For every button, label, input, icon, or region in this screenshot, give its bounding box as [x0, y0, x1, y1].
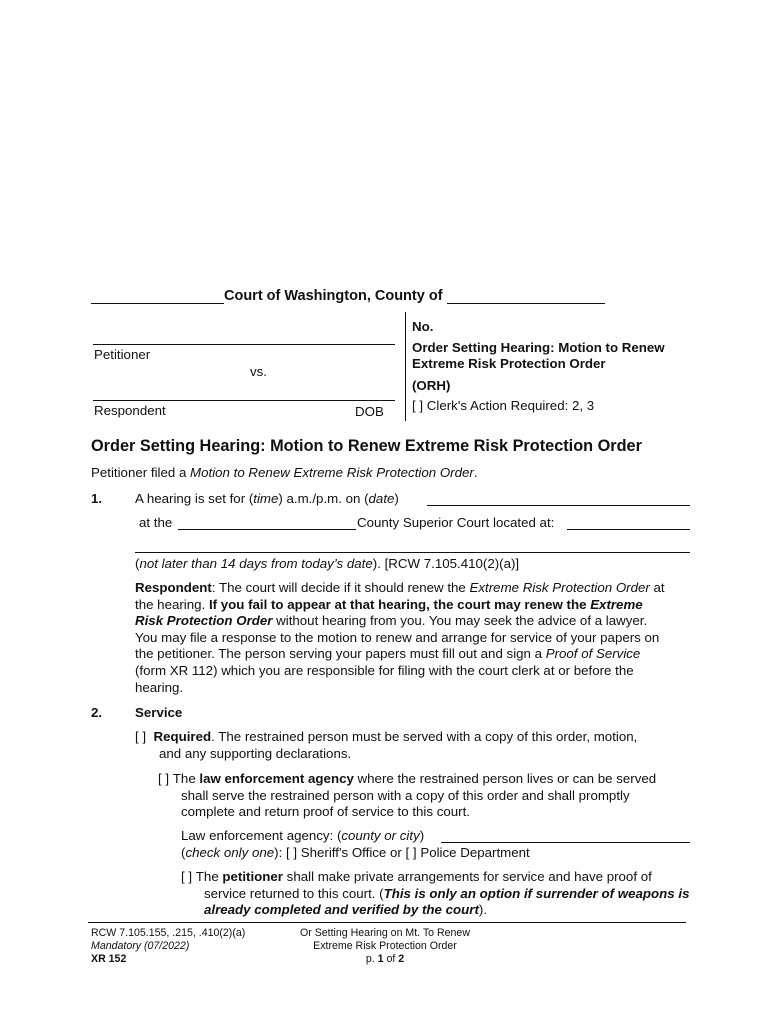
hearing-location-row	[139, 515, 172, 532]
county-blank[interactable]	[447, 289, 605, 304]
court-address-blank-2[interactable]	[135, 552, 690, 553]
date-limit-open: (	[135, 556, 140, 571]
service-required-text: . The restrained person must be served with a copy of this order, motion,	[211, 729, 638, 744]
notice-5a: the petitioner. The person serving your papers must fill out and sign a	[135, 646, 546, 662]
at-the-label: at the	[139, 515, 173, 530]
le-text-a: The	[172, 771, 200, 786]
check-text-c: ):	[274, 845, 286, 860]
section-1-number: 1.	[91, 491, 103, 506]
footer-form-number: XR 152	[91, 953, 127, 965]
vs-label: vs.	[250, 364, 267, 379]
notice-3a: Risk Protection Order	[135, 613, 273, 629]
respondent-notice	[135, 580, 665, 696]
clerk-action-text: Clerk's Action Required: 2, 3	[426, 398, 595, 413]
footer-page-num: 1	[377, 953, 384, 965]
sheriff-label: Sheriff's Office or	[297, 845, 406, 860]
intro-lead: Petitioner filed a	[91, 465, 191, 480]
pet-text-f: already completed and verified by the court	[204, 902, 479, 918]
agency-hint: county or city	[341, 828, 420, 843]
le-text-c: where the restrained person lives or can be served	[353, 771, 657, 786]
hearing-text-b: ) a.m./p.m. on (	[278, 491, 369, 506]
footer-center	[270, 927, 500, 966]
notice-2b: If you fail to appear at that hearing, the court may renew the	[208, 596, 591, 612]
petitioner-service-line-1	[181, 869, 689, 886]
hearing-date-hint: date	[368, 491, 395, 506]
petitioner-service-item	[181, 869, 689, 919]
pet-text-e: This is only an option if surrender of weapons is	[383, 885, 690, 901]
notice-2c: Extreme	[590, 596, 643, 612]
date-limit-note	[135, 556, 519, 573]
hearing-date-blank[interactable]	[427, 505, 690, 506]
footer-page-b: of	[383, 953, 399, 965]
footer-rule	[88, 922, 686, 923]
agency-text-a: Law enforcement agency: (	[181, 828, 342, 843]
clerk-action-checkbox[interactable]: [ ]	[412, 398, 424, 413]
date-limit-rcw: ). [RCW 7.105.410(2)(a)]	[372, 556, 520, 571]
case-number-label	[412, 319, 433, 336]
service-required-label: Required	[153, 729, 212, 744]
footer-rcw: RCW 7.105.155, .215, .410(2)(a)	[91, 927, 246, 939]
county-court-label: County Superior Court located at:	[357, 515, 555, 530]
service-required-checkbox[interactable]: [ ]	[135, 729, 147, 744]
pet-text-g: ).	[478, 902, 488, 918]
agency-row	[181, 828, 424, 845]
hearing-date-row	[135, 491, 399, 508]
section-2-title: Service	[135, 705, 183, 720]
pet-text-b: petitioner	[222, 869, 283, 884]
footer-page	[270, 953, 500, 966]
petitioner-label: Petitioner	[94, 347, 151, 362]
police-checkbox[interactable]: [ ]	[405, 845, 417, 860]
case-number-text: No.	[412, 319, 434, 334]
date-limit-text: not later than 14 days from today’s date	[139, 556, 373, 571]
petitioner-service-line-2	[181, 886, 689, 903]
check-text-a: (	[181, 845, 186, 860]
intro-motion-name: Motion to Renew Extreme Risk Protection Order	[190, 465, 474, 480]
law-enforcement-checkbox[interactable]: [ ]	[158, 771, 170, 786]
intro-end: .	[473, 465, 478, 480]
notice-line-4: You may file a response to the motion to renew and arrange for service of your papers on	[135, 629, 660, 645]
notice-line-1	[135, 580, 665, 597]
law-enforcement-item	[158, 771, 656, 821]
service-required-item	[135, 729, 637, 762]
agency-text-c: )	[419, 828, 425, 843]
dob-label: DOB	[355, 404, 384, 419]
notice-5b: Proof of Service	[545, 646, 641, 662]
respondent-label: Respondent	[94, 403, 166, 418]
notice-respondent: Respondent	[135, 580, 212, 595]
law-enforcement-line-1	[158, 771, 656, 788]
court-address-blank[interactable]	[567, 529, 690, 530]
notice-line-7: hearing.	[135, 679, 184, 695]
notice-1c: Extreme Risk Protection Order	[469, 580, 650, 595]
notice-line-3	[135, 613, 665, 630]
petitioner-name-line[interactable]	[93, 344, 395, 345]
notice-line-6: (form XR 112) which you are responsible for filing with the court clerk at or before the	[135, 662, 634, 678]
notice-line-2	[135, 597, 665, 614]
footer-page-total: 2	[398, 953, 405, 965]
service-required-line-1	[135, 729, 637, 746]
hearing-time-hint: time	[253, 491, 279, 506]
notice-2a: the hearing.	[135, 596, 209, 612]
hearing-text-a: A hearing is set for (	[135, 491, 254, 506]
respondent-name-line[interactable]	[93, 400, 395, 401]
service-required-line-2: and any supporting declarations.	[159, 745, 352, 761]
notice-line-5	[135, 646, 665, 663]
police-label: Police Department	[416, 845, 530, 860]
notice-1d: at	[649, 580, 665, 595]
agency-type-row	[181, 845, 530, 862]
court-header	[91, 288, 605, 304]
pet-text-d: service returned to this court. (	[204, 885, 384, 901]
page-title: Order Setting Hearing: Motion to Renew Extreme Risk Protection Order	[91, 437, 642, 455]
hearing-text-c: )	[394, 491, 399, 506]
law-enforcement-line-2: shall serve the restrained person with a copy of this order and shall promptly	[181, 787, 630, 803]
case-code: (ORH)	[412, 378, 451, 393]
court-header-text: Court of Washington, County of	[224, 288, 443, 304]
notice-3b: without hearing from you. You may seek the advice of a lawyer.	[272, 613, 648, 629]
law-enforcement-line-3: complete and return proof of service to this court.	[181, 804, 470, 820]
footer-title-1: Or Setting Hearing on Mt. To Renew	[300, 927, 470, 939]
check-only-one-hint: check only one	[185, 845, 275, 860]
pet-text-a: The	[195, 869, 223, 884]
sheriff-checkbox[interactable]: [ ]	[285, 845, 298, 860]
agency-blank[interactable]	[441, 842, 690, 843]
footer-mandatory: Mandatory (07/2022)	[91, 940, 190, 952]
footer-page-a: p.	[365, 953, 378, 965]
clerk-action-row	[412, 398, 594, 415]
notice-1b: : The court will decide if it should renew the	[211, 580, 470, 595]
case-title-line-2: Extreme Risk Protection Order	[412, 356, 606, 371]
petitioner-service-checkbox[interactable]: [ ]	[181, 869, 193, 884]
county-name-blank[interactable]	[178, 529, 356, 530]
intro-text	[91, 465, 478, 482]
section-2-number: 2.	[91, 705, 103, 720]
court-name-blank[interactable]	[91, 289, 224, 304]
le-text-b: law enforcement agency	[199, 771, 354, 786]
case-title-line-1: Order Setting Hearing: Motion to Renew	[412, 340, 665, 355]
pet-text-c: shall make private arrangements for service and have proof of	[282, 869, 652, 884]
footer-left	[91, 927, 245, 966]
footer-title-2: Extreme Risk Protection Order	[313, 940, 457, 952]
petitioner-service-line-3	[181, 902, 689, 919]
caption-divider	[405, 312, 406, 421]
